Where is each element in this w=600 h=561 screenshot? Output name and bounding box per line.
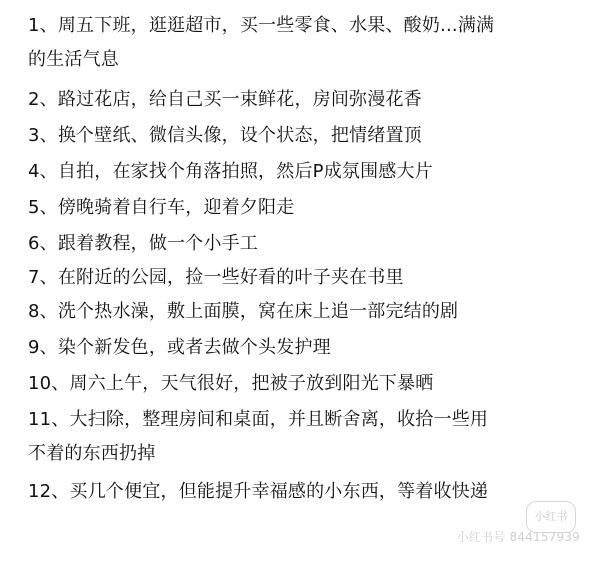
- list-item: 7、在附近的公园，捡一些好看的叶子夹在书里: [28, 267, 404, 288]
- watermark-badge: 小红书: [526, 501, 576, 533]
- list-item: 3、换个壁纸、微信头像，设个状态，把情绪置顶: [28, 125, 422, 146]
- list-item: 12、买几个便宜，但能提升幸福感的小东西，等着收快递: [28, 481, 489, 502]
- list-item: 2、路过花店，给自己买一束鲜花，房间弥漫花香: [28, 89, 422, 110]
- list-item: 6、跟着教程，做一个小手工: [28, 233, 259, 254]
- list-item: 的生活气息: [28, 49, 119, 70]
- list-item: 9、染个新发色，或者去做个头发护理: [28, 337, 331, 358]
- list-item: 不着的东西扔掉: [28, 443, 156, 464]
- list-item: 8、洗个热水澡，敷上面膜，窝在床上追一部完结的剧: [28, 301, 459, 322]
- list-item: 10、周六上午，天气很好，把被子放到阳光下暴晒: [28, 373, 434, 394]
- list-item: 11、大扫除，整理房间和桌面，并且断舍离，收拾一些用: [28, 409, 489, 430]
- list-item: 1、周五下班，逛逛超市，买一些零食、水果、酸奶...满满: [28, 15, 495, 36]
- list-item: 5、傍晚骑着自行车，迎着夕阳走: [28, 197, 295, 218]
- list-item: 4、自拍，在家找个角落拍照，然后P成氛围感大片: [28, 161, 433, 182]
- watermark-text: 小红书号 844157939: [456, 530, 580, 544]
